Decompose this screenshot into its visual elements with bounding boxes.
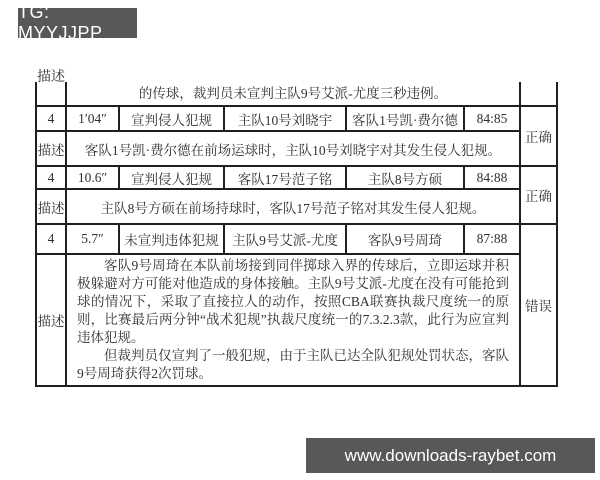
description-row-2 [36, 189, 557, 224]
quarter-cell: 4 [36, 166, 66, 189]
referee-report-table [35, 70, 558, 387]
clipped-desc-text: 的传球，裁判员未宣判主队9号艾派-尤度三秒违例。 [138, 86, 448, 101]
referee-report-table-container [35, 70, 558, 387]
event-row-3 [36, 224, 557, 254]
desc-text-cell: 客队1号凯·费尔德在前场运球时，主队10号刘晓宇对其发生侵人犯规。 [66, 131, 520, 166]
watermark-label [306, 438, 595, 473]
verdict-cell: 正确 [520, 106, 557, 166]
desc-paragraph-2: 但裁判员仅宣判了一般犯规，由于主队已达全队犯规处罚状态，客队9号周琦获得2次罚球。 [77, 348, 510, 381]
time-cell: 5.7″ [66, 224, 119, 254]
call-cell: 宣判侵人犯规 [119, 106, 224, 131]
source-tag-label [18, 2, 137, 43]
clipped-verdict-cell [520, 82, 557, 106]
event-row-1 [36, 106, 557, 131]
source-tag-text: TG: MYYJJPP [18, 2, 103, 43]
score-cell: 84:88 [464, 166, 520, 189]
clipped-description-row [36, 82, 557, 106]
event-row-2 [36, 166, 557, 189]
player1-cell: 主队10号刘晓宇 [224, 106, 346, 131]
clipped-desc-label: 描述 [37, 70, 65, 85]
description-row-1 [36, 131, 557, 166]
quarter-cell: 4 [36, 106, 66, 131]
player1-cell: 客队17号范子铭 [224, 166, 346, 189]
verdict-cell: 错误 [520, 224, 557, 386]
call-cell: 宣判侵人犯规 [119, 166, 224, 189]
score-cell: 87:88 [464, 224, 520, 254]
time-cell: 1′04″ [66, 106, 119, 131]
watermark-text: www.downloads-raybet.com [344, 445, 557, 465]
quarter-cell: 4 [36, 224, 66, 254]
player1-cell: 主队9号艾派-尤度 [224, 224, 346, 254]
player2-cell: 主队8号方硕 [346, 166, 464, 189]
description-row-3 [36, 254, 557, 386]
verdict-cell: 正确 [520, 166, 557, 224]
clipped-desc-text-cell [66, 82, 520, 106]
desc-label-cell: 描述 [36, 131, 66, 166]
player2-cell: 客队1号凯·费尔德 [346, 106, 464, 131]
desc-text-cell: 主队8号方硕在前场持球时，客队17号范子铭对其发生侵人犯规。 [66, 189, 520, 224]
time-cell: 10.6″ [66, 166, 119, 189]
player2-cell: 客队9号周琦 [346, 224, 464, 254]
desc-label-cell: 描述 [36, 189, 66, 224]
desc-text-cell [66, 254, 520, 386]
clipped-desc-label-cell [36, 70, 66, 106]
desc-paragraph-1: 客队9号周琦在本队前场接到同伴掷球入界的传球后，立即运球并积极躲避对方可能对他造成的身体接触。主队9号艾派-尤度在没有可能抢到球的情况下，采取了直接拉人的动作，按照CBA联赛执裁尺度统一的原则，比赛最后两分钟“战术犯规”执裁尺度统一的7.3.2.3款，此行为应宣判违体犯规。 [77, 258, 510, 345]
desc-label-cell: 描述 [36, 254, 66, 386]
call-cell: 未宣判违体犯规 [119, 224, 224, 254]
score-cell: 84:85 [464, 106, 520, 131]
